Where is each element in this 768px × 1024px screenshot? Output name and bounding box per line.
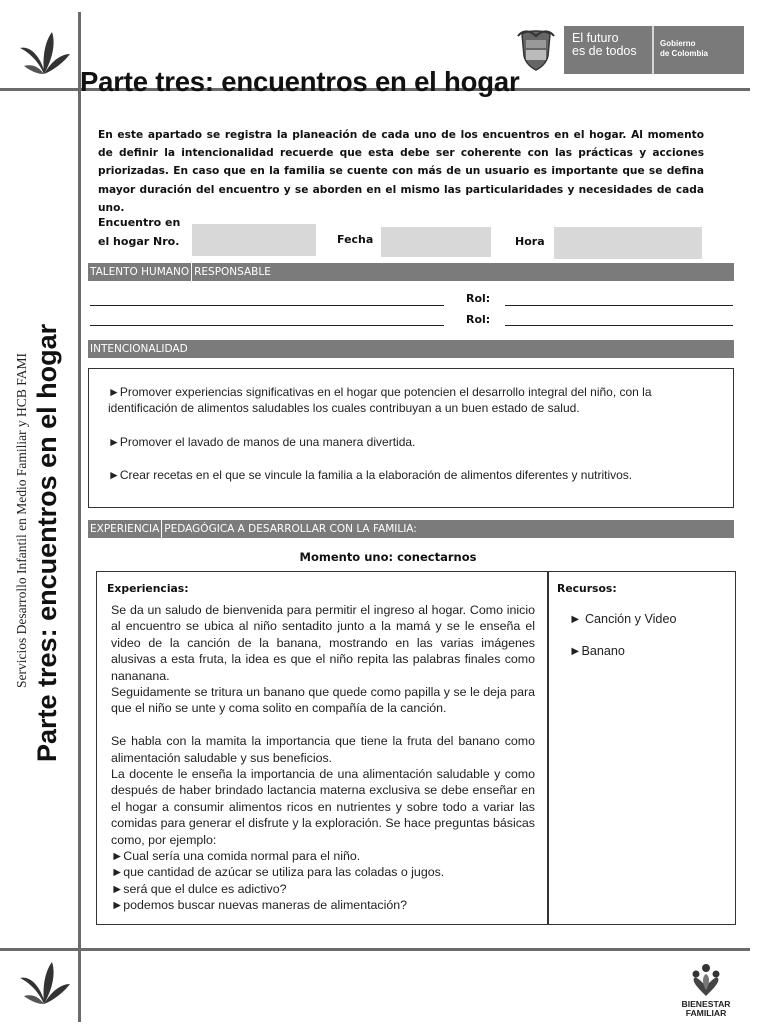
- intencionalidad-bar-label: INTENCIONALIDAD: [90, 343, 188, 355]
- gov-slogan-line-2: es de todos: [572, 44, 637, 58]
- talento-bar-label-a: TALENTO HUMANO: [90, 266, 190, 278]
- intro-paragraph: En este apartado se registra la planeación de cada uno de los encuentros en el hogar. Al momento de definir la intencionalidad recuerde que esta debe ser coherente con las prácticas y acciones priorizadas. En caso que en la familia se cuente con más de un usuario es importante que se defina mayor duración del encuentro y se aborden en el mismo las particularidades y necesidades de cada uno.: [98, 129, 704, 214]
- experiencia-paragraph: Se habla con la mamita la importancia que tiene la fruta del banano como alimentación saludable y sus beneficios.: [111, 734, 535, 765]
- sidebar-subtitle: Servicios Desarrollo Infantil en Medio Familiar y HCB FAMI: [14, 353, 29, 688]
- encuentro-label-line-1: Encuentro en: [98, 216, 181, 229]
- intencionalidad-bar: [88, 340, 734, 358]
- fecha-field[interactable]: [381, 227, 491, 257]
- government-logo: [512, 24, 744, 76]
- rol-line-2[interactable]: [505, 325, 733, 326]
- experiencia-paragraph: La docente le enseña la importancia de una alimentación saludable y como después de haber brindado lactancia materna exclusiva se debe enseñar en el hogar a consumir alimentos ricos en nutrientes y sobre todo a variar las comidas para generar el disfrute y la exploración. Se hace preguntas básicas como, por ejemplo:: [111, 767, 535, 847]
- experiencia-question: ►será que el dulce es adictivo?: [111, 881, 287, 896]
- experiencia-paragraph: Seguidamente se tritura un banano que quede como papilla y se le deja para que el niño se unte y coma solito en compañía de la canción.: [111, 685, 535, 716]
- column-divider: [547, 572, 549, 925]
- gov-slogan: [572, 32, 656, 58]
- hora-label: Hora: [515, 235, 545, 248]
- paragraph-gap: [111, 717, 535, 733]
- experiencias-text: [111, 602, 535, 914]
- experiencia-bar: [88, 520, 734, 538]
- bienestar-familiar-text: [676, 1000, 736, 1018]
- gov-slogan-line-1: El futuro: [572, 31, 619, 45]
- responsable-name-line-1[interactable]: [90, 305, 444, 306]
- family-hands-icon: [688, 962, 724, 998]
- experiencia-question: ►podemos buscar nuevas maneras de alimentación?: [111, 898, 408, 913]
- page-title: Parte tres: encuentros en el hogar: [80, 66, 520, 97]
- recurso-item: ► Canción y Video: [569, 612, 677, 626]
- talento-humano-bar: [88, 263, 734, 281]
- rol-label-2: Rol:: [466, 313, 491, 326]
- rol-label-1: Rol:: [466, 292, 491, 305]
- experiencia-question: ►que cantidad de azúcar se utiliza para las coladas o jugos.: [111, 865, 445, 880]
- recursos-heading: Recursos:: [557, 582, 617, 595]
- rol-line-1[interactable]: [505, 305, 733, 306]
- gov-name: [660, 39, 740, 59]
- intencionalidad-item: ►Promover experiencias significativas en el hogar que potencien el desarrollo integral del niño, con la identificación de alimentos saludables los cuales contribuyan a un buen estado de salud.: [108, 385, 652, 415]
- encuentro-number-field[interactable]: [192, 224, 316, 256]
- intencionalidad-item: ►Crear recetas en el que se vincule la familia a la elaboración de alimentos diferentes y nutritivos.: [108, 468, 633, 482]
- footer-rule: [0, 948, 750, 951]
- logo-line-1: BIENESTAR: [681, 999, 731, 1009]
- gov-brand-box: [564, 26, 744, 74]
- momento-heading: Momento uno: conectarnos: [299, 550, 477, 564]
- experiencia-bar-label-b: PEDAGÓGICA A DESARROLLAR CON LA FAMILIA:: [161, 520, 419, 538]
- experiencias-heading: Experiencias:: [107, 582, 189, 595]
- vertical-rule: [78, 12, 81, 1022]
- bienestar-familiar-logo: [676, 960, 736, 1022]
- hora-field[interactable]: [554, 227, 702, 259]
- leaf-icon: [18, 960, 70, 1006]
- leaf-icon: [18, 30, 70, 76]
- responsable-name-line-2[interactable]: [90, 325, 444, 326]
- experiencia-bar-label-a: EXPERIENCIA: [90, 523, 160, 535]
- talento-bar-label-b: RESPONSABLE: [191, 263, 273, 281]
- gov-divider: [652, 26, 654, 74]
- encuentro-label-line-2: el hogar Nro.: [98, 235, 180, 248]
- experiencia-question: ►Cual sería una comida normal para el niño.: [111, 849, 361, 864]
- sidebar-title: Parte tres: encuentros en el hogar: [32, 323, 62, 762]
- gov-name-line-2: de Colombia: [660, 49, 709, 58]
- coat-of-arms-icon: [512, 26, 560, 74]
- experiencia-paragraph: Se da un saludo de bienvenida para permitir el ingreso al hogar. Como inicio al encuentro se ubica al niño sentadito junto a la mamá y se le enseña el video de la canción de la banana, mostrando en las varias imágenes alusivas a esta fruta, la idea es que el niño repita las palabras finales como nananana.: [111, 603, 535, 683]
- experiencias-table: [96, 571, 736, 925]
- recurso-item: ►Banano: [569, 644, 625, 658]
- fecha-label: Fecha: [337, 233, 374, 246]
- gov-name-line-1: Gobierno: [660, 39, 696, 48]
- logo-line-2: FAMILIAR: [685, 1008, 727, 1018]
- intencionalidad-item: ►Promover el lavado de manos de una manera divertida.: [108, 435, 416, 449]
